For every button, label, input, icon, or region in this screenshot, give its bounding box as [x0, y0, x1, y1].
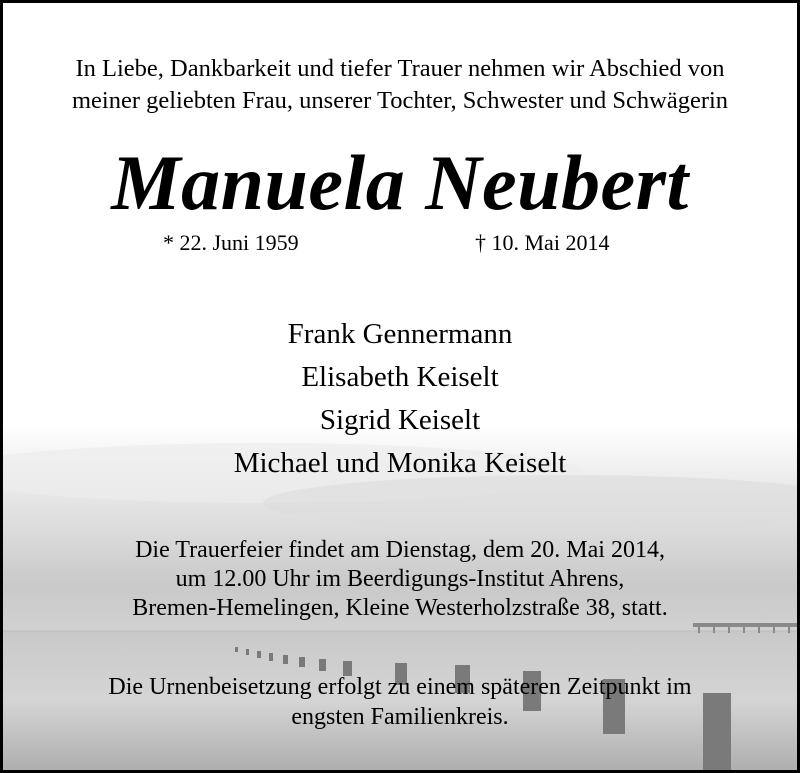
urn-burial-info: [3, 672, 797, 732]
deceased-name: Manuela Neubert: [111, 139, 689, 226]
mourner-name: Sigrid Keiselt: [319, 404, 481, 436]
mourner-name: Michael und Monika Keiselt: [233, 447, 567, 479]
intro-line: meiner geliebten Frau, unserer Tochter, Schwester und Schwägerin: [71, 87, 729, 114]
mourners-list: [3, 316, 797, 488]
birth-date: * 22. Juni 1959: [163, 230, 299, 255]
service-line: Die Trauerfeier findet am Dienstag, dem 20. Mai 2014,: [135, 537, 665, 563]
mourner-name: Frank Gennermann: [287, 318, 513, 350]
mourner-name: Elisabeth Keiselt: [301, 361, 499, 393]
urn-line: Die Urnenbeisetzung erfolgt zu einem späteren Zeitpunkt im: [108, 674, 692, 700]
intro-line: In Liebe, Dankbarkeit und tiefer Trauer nehmen wir Abschied von: [75, 55, 725, 82]
service-line: Bremen-Hemelingen, Kleine Westerholzstraße 38, statt.: [132, 595, 668, 621]
death-date: † 10. Mai 2014: [475, 230, 610, 255]
urn-line: engsten Familienkreis.: [291, 704, 509, 730]
service-line: um 12.00 Uhr im Beerdigungs-Institut Ahrens,: [175, 566, 625, 592]
intro-text: [3, 53, 797, 117]
funeral-service-info: [3, 536, 797, 623]
